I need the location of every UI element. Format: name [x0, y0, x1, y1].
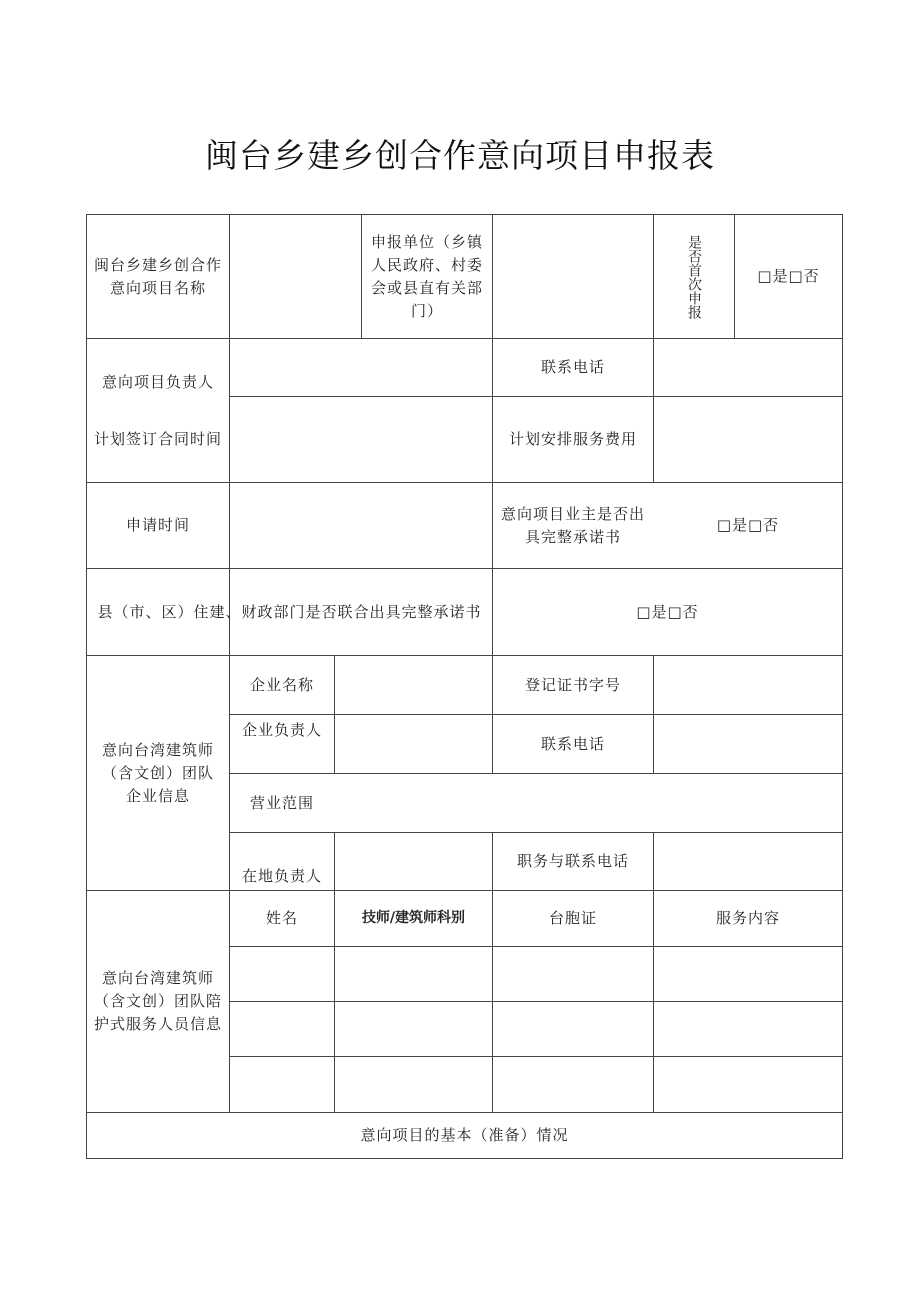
company-phone-label: 联系电话	[540, 734, 605, 753]
staff-row-1-category[interactable]	[335, 947, 492, 1001]
project-name-field[interactable]	[230, 215, 361, 338]
applicant-unit-field[interactable]	[493, 215, 653, 338]
business-scope-label: 营业范围	[249, 793, 314, 812]
staff-row-3-category[interactable]	[335, 1057, 492, 1112]
company-name-field[interactable]	[335, 656, 492, 714]
company-section-label: 意向台湾建筑师（含文创）团队企业信息	[101, 740, 214, 805]
local-head-label: 在地负责人	[241, 867, 322, 885]
contract-time-field[interactable]	[230, 397, 492, 482]
staff-section-label: 意向台湾建筑师（含文创）团队陪护式服务人员信息	[93, 969, 222, 1033]
county-commitment-label: 县（市、区）住建、财政部门是否联合出具完整承诺书	[97, 602, 482, 621]
duty-phone-field[interactable]	[654, 833, 842, 890]
first-application-label-cell	[654, 215, 734, 338]
company-head-field[interactable]	[335, 715, 492, 773]
first-application-options[interactable]: □是□否	[757, 267, 820, 285]
service-fee-label: 计划安排服务费用	[508, 430, 637, 448]
contract-time-label: 计划签订合同时间	[93, 430, 222, 448]
staff-row-2-cert[interactable]	[493, 1002, 653, 1056]
staff-row-1-cert[interactable]	[493, 947, 653, 1001]
staff-row-3-name[interactable]	[230, 1057, 334, 1112]
local-head-field[interactable]	[335, 833, 492, 890]
project-name-label: 闽台乡建乡创合作意向项目名称	[93, 255, 222, 297]
leader-phone-label: 联系电话	[540, 358, 605, 376]
basic-situation-label: 意向项目的基本（准备）情况	[360, 1126, 569, 1144]
project-leader-label: 意向项目负责人	[101, 373, 214, 391]
applicant-unit-label: 申报单位（乡镇人民政府、村委会或县直有关部门）	[370, 232, 483, 320]
company-head-label: 企业负责人	[241, 721, 322, 739]
registration-field[interactable]	[654, 656, 842, 714]
staff-row-2-name[interactable]	[230, 1002, 334, 1056]
staff-row-1-name[interactable]	[230, 947, 334, 1001]
col-content-header: 服务内容	[715, 909, 780, 927]
form-title: 闽台乡建乡创合作意向项目申报表	[205, 136, 715, 175]
application-time-field[interactable]	[230, 483, 492, 568]
owner-commitment-label: 意向项目业主是否出具完整承诺书	[500, 504, 645, 546]
first-application-label: 是否首次申报	[686, 234, 702, 319]
col-name-header: 姓名	[265, 909, 298, 927]
staff-row-2-category[interactable]	[335, 1002, 492, 1056]
registration-label: 登记证书字号	[524, 675, 621, 694]
owner-commitment-options[interactable]: □是□否	[716, 516, 780, 534]
col-category-header: 技师/建筑师科别	[361, 910, 466, 926]
col-cert-header: 台胞证	[548, 909, 597, 927]
staff-row-1-content[interactable]	[654, 947, 842, 1001]
duty-phone-label: 职务与联系电话	[516, 852, 629, 870]
company-name-label: 企业名称	[249, 675, 314, 694]
service-fee-field[interactable]	[654, 397, 842, 482]
staff-row-3-cert[interactable]	[493, 1057, 653, 1112]
application-time-label: 申请时间	[125, 516, 190, 534]
business-scope-field[interactable]	[335, 774, 842, 832]
project-leader-field[interactable]	[230, 339, 492, 396]
company-phone-field[interactable]	[654, 715, 842, 773]
staff-row-3-content[interactable]	[654, 1057, 842, 1112]
staff-row-2-content[interactable]	[654, 1002, 842, 1056]
leader-phone-field[interactable]	[654, 339, 842, 396]
county-commitment-options[interactable]: □是□否	[636, 602, 699, 621]
